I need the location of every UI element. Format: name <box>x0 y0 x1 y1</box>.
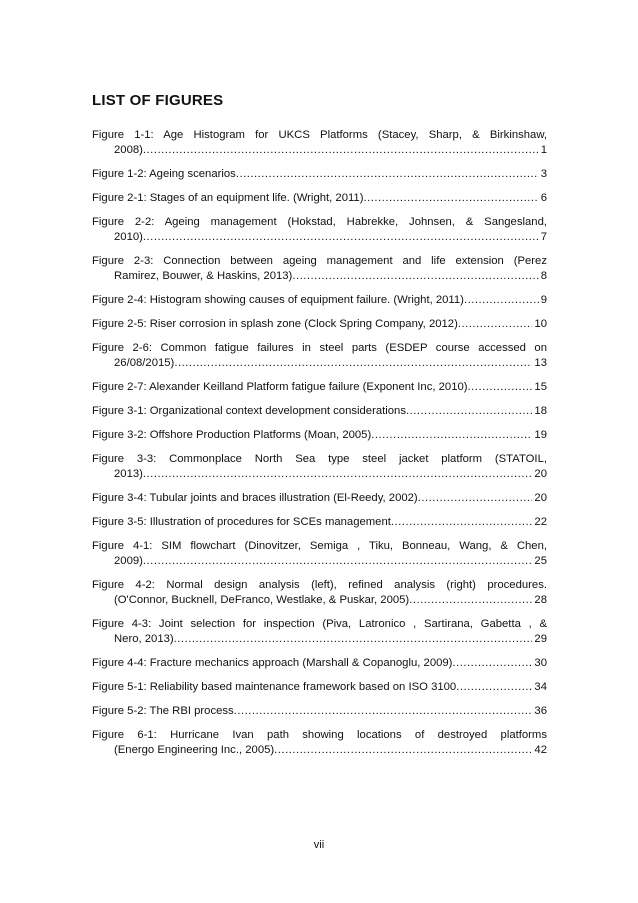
figure-page-number[interactable]: 42 <box>534 744 547 756</box>
figure-caption-continuation: (Energo Engineering Inc., 2005) <box>114 744 275 756</box>
figure-leader-line <box>92 680 547 695</box>
figure-entry[interactable] <box>92 293 547 308</box>
dot-leader <box>143 143 539 158</box>
figure-caption: Figure 3-4: Tubular joints and braces illustration (El-Reedy, 2002) <box>92 492 418 504</box>
figure-entry[interactable] <box>92 317 547 332</box>
dot-leader <box>143 230 539 245</box>
figure-caption-line: Figure 4-1: SIM flowchart (Dinovitzer, Semiga , Tiku, Bonneau, Wang, & Chen, <box>92 540 547 552</box>
figure-entry[interactable] <box>92 428 547 443</box>
figure-page-number[interactable]: 30 <box>534 657 547 669</box>
figure-leader-line <box>92 317 547 332</box>
figure-caption: Figure 3-5: Illustration of procedures for SCEs management <box>92 516 391 528</box>
figure-leader-line <box>92 167 547 182</box>
figure-leader-line <box>92 656 547 671</box>
page-title: LIST OF FIGURES <box>92 92 224 109</box>
figure-leader-line <box>92 230 547 245</box>
figure-leader-line <box>92 191 547 206</box>
figure-caption: Figure 5-1: Reliability based maintenance framework based on ISO 3100 <box>92 681 457 693</box>
figure-page-number[interactable]: 3 <box>540 168 547 180</box>
dot-leader <box>234 704 533 719</box>
figure-leader-line <box>92 428 547 443</box>
dot-leader <box>274 743 532 758</box>
figure-caption-continuation: Nero, 2013) <box>114 633 174 645</box>
figure-page-number[interactable]: 25 <box>534 555 547 567</box>
dot-leader <box>456 680 532 695</box>
figure-caption: Figure 2-4: Histogram showing causes of equipment failure. (Wright, 2011) <box>92 294 464 306</box>
figure-page-number[interactable]: 20 <box>534 468 547 480</box>
figure-leader-line <box>92 356 547 371</box>
figure-page-number[interactable]: 20 <box>534 492 547 504</box>
figure-page-number[interactable]: 28 <box>534 594 547 606</box>
figure-caption-continuation: 26/08/2015) <box>114 357 175 369</box>
figure-entry[interactable] <box>92 452 547 482</box>
figure-entry[interactable] <box>92 680 547 695</box>
figure-entry[interactable] <box>92 539 547 569</box>
figure-leader-line <box>92 632 547 647</box>
figure-entry[interactable] <box>92 656 547 671</box>
figure-page-number[interactable]: 36 <box>534 705 547 717</box>
figure-entry[interactable] <box>92 617 547 647</box>
figure-leader-line <box>92 704 547 719</box>
figure-page-number[interactable]: 1 <box>540 144 547 156</box>
figure-entry[interactable] <box>92 128 547 158</box>
dot-leader <box>409 593 532 608</box>
figure-entry[interactable] <box>92 491 547 506</box>
figure-leader-line <box>92 491 547 506</box>
figure-page-number[interactable]: 13 <box>534 357 547 369</box>
figure-page-number[interactable]: 18 <box>534 405 547 417</box>
dot-leader <box>391 515 533 530</box>
figure-entry[interactable] <box>92 704 547 719</box>
figure-leader-line <box>92 515 547 530</box>
figure-leader-line <box>92 593 547 608</box>
figure-caption-continuation: (O'Connor, Bucknell, DeFranco, Westlake, & Puskar, 2005) <box>114 594 410 606</box>
dot-leader <box>468 380 533 395</box>
figure-leader-line <box>92 143 547 158</box>
figure-caption-continuation: 2013) <box>114 468 143 480</box>
figure-entry[interactable] <box>92 515 547 530</box>
figure-caption-line: Figure 3-3: Commonplace North Sea type steel jacket platform (STATOIL, <box>92 453 547 465</box>
figure-list <box>92 128 547 767</box>
dot-leader <box>418 491 533 506</box>
dot-leader <box>174 356 532 371</box>
figure-caption: Figure 3-2: Offshore Production Platforms (Moan, 2005) <box>92 429 372 441</box>
figure-entry[interactable] <box>92 380 547 395</box>
figure-caption-continuation: Ramirez, Bouwer, & Haskins, 2013) <box>114 270 293 282</box>
dot-leader <box>292 269 538 284</box>
dot-leader <box>363 191 538 206</box>
figure-caption-line: Figure 1-1: Age Histogram for UKCS Platforms (Stacey, Sharp, & Birkinshaw, <box>92 129 547 141</box>
figure-leader-line <box>92 554 547 569</box>
figure-entry[interactable] <box>92 404 547 419</box>
figure-caption-continuation: 2010) <box>114 231 143 243</box>
figure-caption-line: Figure 2-2: Ageing management (Hokstad, Habrekke, Johnsen, & Sangesland, <box>92 216 547 228</box>
dot-leader <box>452 656 532 671</box>
figure-page-number[interactable]: 10 <box>534 318 547 330</box>
figure-leader-line <box>92 467 547 482</box>
figure-page-number[interactable]: 15 <box>534 381 547 393</box>
dot-leader <box>458 317 533 332</box>
page-number: vii <box>313 839 325 851</box>
figure-caption: Figure 3-1: Organizational context development considerations <box>92 405 406 417</box>
figure-leader-line <box>92 404 547 419</box>
dot-leader <box>406 404 532 419</box>
figure-entry[interactable] <box>92 728 547 758</box>
figure-entry[interactable] <box>92 578 547 608</box>
figure-entry[interactable] <box>92 191 547 206</box>
dot-leader <box>174 632 533 647</box>
figure-leader-line <box>92 380 547 395</box>
figure-caption: Figure 2-5: Riser corrosion in splash zone (Clock Spring Company, 2012) <box>92 318 458 330</box>
figure-page-number[interactable]: 29 <box>534 633 547 645</box>
figure-caption: Figure 2-7: Alexander Keilland Platform fatigue failure (Exponent Inc, 2010) <box>92 381 468 393</box>
figure-entry[interactable] <box>92 215 547 245</box>
figure-caption-line: Figure 4-2: Normal design analysis (left), refined analysis (right) procedures. <box>92 579 547 591</box>
dot-leader <box>371 428 532 443</box>
figure-caption-line: Figure 6-1: Hurricane Ivan path showing locations of destroyed platforms <box>92 729 547 741</box>
dot-leader <box>464 293 539 308</box>
dot-leader <box>236 167 539 182</box>
figure-page-number[interactable]: 22 <box>534 516 547 528</box>
figure-caption: Figure 2-1: Stages of an equipment life. (Wright, 2011) <box>92 192 364 204</box>
figure-leader-line <box>92 293 547 308</box>
figure-caption-line: Figure 2-3: Connection between ageing management and life extension (Perez <box>92 255 547 267</box>
figure-entry[interactable] <box>92 254 547 284</box>
figure-caption-continuation: 2009) <box>114 555 143 567</box>
dot-leader <box>143 467 533 482</box>
figure-caption-continuation: 2008) <box>114 144 143 156</box>
figure-entry[interactable] <box>92 167 547 182</box>
dot-leader <box>143 554 533 569</box>
figure-caption: Figure 1-2: Ageing scenarios <box>92 168 236 180</box>
figure-caption-line: Figure 2-6: Common fatigue failures in steel parts (ESDEP course accessed on <box>92 342 547 354</box>
figure-page-number[interactable]: 7 <box>540 231 547 243</box>
figure-caption-line: Figure 4-3: Joint selection for inspection (Piva, Latronico , Sartirana, Gabetta , & <box>92 618 547 630</box>
figure-page-number[interactable]: 9 <box>540 294 547 306</box>
figure-caption: Figure 5-2: The RBI process <box>92 705 234 717</box>
figure-caption: Figure 4-4: Fracture mechanics approach (Marshall & Copanoglu, 2009) <box>92 657 453 669</box>
figure-entry[interactable] <box>92 341 547 371</box>
figure-page-number[interactable]: 6 <box>540 192 547 204</box>
figure-page-number[interactable]: 19 <box>534 429 547 441</box>
figure-leader-line <box>92 743 547 758</box>
figure-page-number[interactable]: 8 <box>540 270 547 282</box>
figure-page-number[interactable]: 34 <box>534 681 547 693</box>
figure-leader-line <box>92 269 547 284</box>
